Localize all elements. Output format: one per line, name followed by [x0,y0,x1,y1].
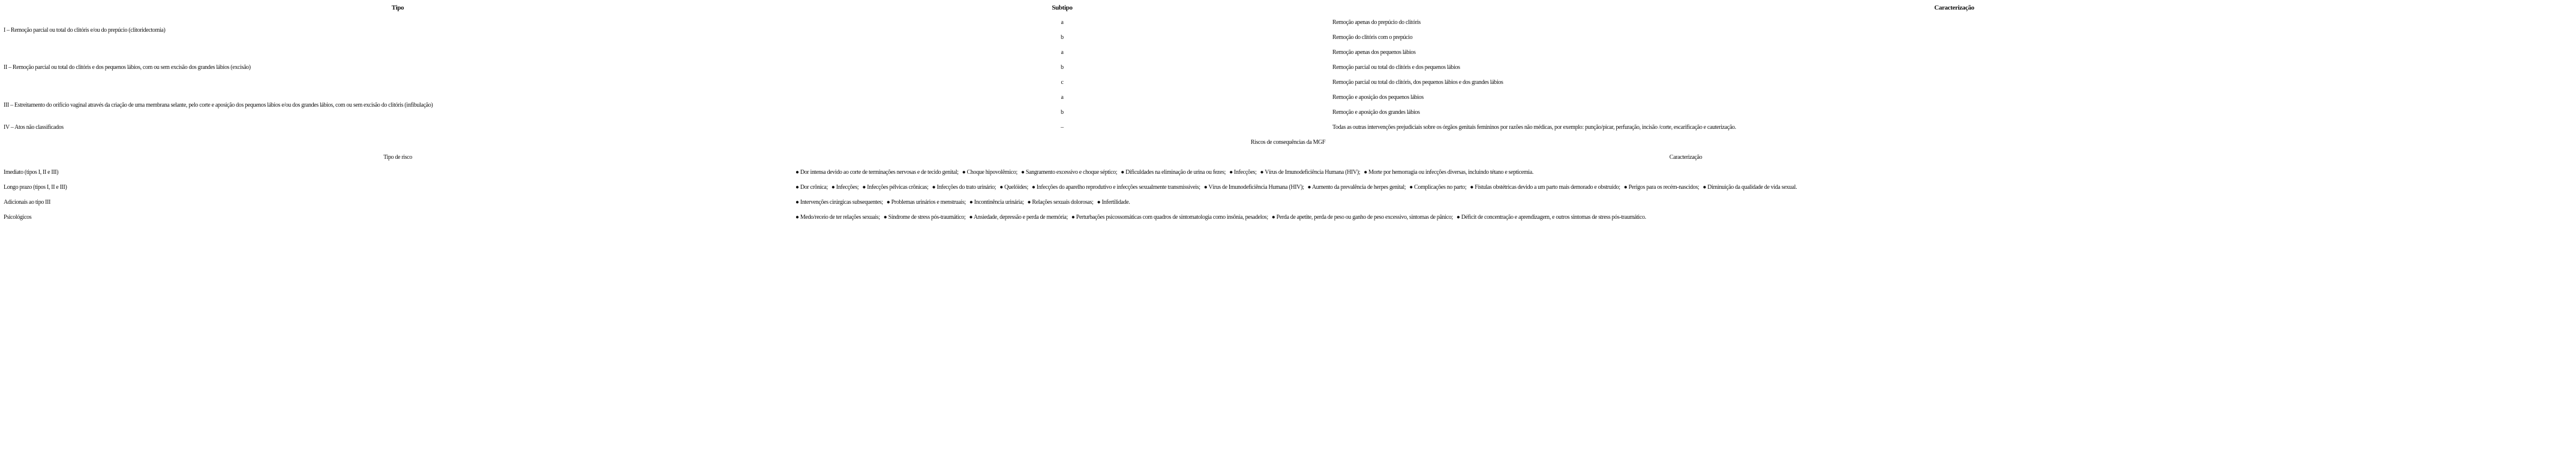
caracterizacao-cell: Remoção do clitóris com o prepúcio [1332,34,1413,41]
header-caracterizacao: Caracterização [1669,154,1703,161]
bullet-icon: ● [999,184,1003,191]
bullet-icon: ● [795,199,799,206]
bullet-icon: ● [1027,199,1031,206]
risk-item: Relações sexuais dolorosas; [1032,199,1094,206]
bullet-icon: ● [969,214,973,221]
caracterizacao-cell: Remoção parcial ou total do clitóris, dos pequenos lábios e dos grandes lábios [1332,79,1503,86]
subtipo-cell: a [1061,94,1064,101]
subtipo-cell: b [1061,34,1064,41]
bullet-icon: ● [1271,214,1275,221]
bullet-icon: ● [1260,169,1264,176]
bullet-icon: ● [831,184,835,191]
risk-item: Sangramento excessivo e choque séptico; [1025,169,1118,176]
caracterizacao-cell: Remoção e aposição dos pequenos lábios [1332,94,1424,101]
bullet-icon: ● [1623,184,1628,191]
table-row [0,45,2576,60]
risk-item: Infecções do aparelho reprodutivo e infecções sexualmente transmissíveis; [1036,184,1200,191]
bullet-icon: ● [1409,184,1413,191]
bullet-icon: ● [886,199,890,206]
risk-items-cell [792,210,2576,225]
subtipo-cell: c [1061,79,1064,86]
caracterizacao-cell: Remoção parcial ou total do clitóris e dos pequenos lábios [1332,64,1460,71]
bullet-icon: ● [1456,214,1460,221]
header-caracterizacao: Caracterização [1934,4,1974,11]
caracterizacao-cell: Remoção apenas do prepúcio do clitóris [1332,19,1421,26]
fgm-classification-table [0,0,2576,135]
bullet-icon: ● [962,169,966,176]
fgm-risks-table [0,150,2576,225]
bullet-icon: ● [1071,214,1075,221]
risk-item: Infecções; [836,184,859,191]
risk-item: Fístulas obstétricas devido a um parto mais demorado e obstruído; [1475,184,1620,191]
risk-item: Incontinência urinária; [974,199,1024,206]
bullet-icon: ● [1703,184,1707,191]
risk-type-cell: Imediato (tipos I, II e III) [4,169,59,176]
tipo-cell: III – Estreitamento do orifício vaginal através da criação de uma membrana selante, pelo corte e aposição dos pequenos lábios e/ou dos grandes lábios, com ou sem excisão do clitóris (infibulação) [4,101,433,109]
table-row [0,210,2576,225]
table-row [0,180,2576,195]
bullet-icon: ● [932,184,936,191]
bullet-icon: ● [795,169,799,176]
risk-item: Infecções pélvicas crônicas; [867,184,929,191]
risk-item: Dor intensa devido ao corte de terminações nervosas e de tecido genital; [800,169,959,176]
risk-item: Aumento da prevalência de herpes genital; [1311,184,1406,191]
bullet-icon: ● [1031,184,1035,191]
bullet-icon: ● [1121,169,1124,176]
risk-item: Vírus de Imunodeficiência Humana (HIV); [1208,184,1304,191]
risk-item: Problemas urinários e menstruais; [891,199,966,206]
risk-item: Perigos para os recém-nascidos; [1628,184,1700,191]
risk-item: Medo/receio de ter relações sexuais; [800,214,880,221]
risk-items-cell [792,165,2576,180]
table-header-row [0,150,2576,165]
bullet-icon: ● [795,214,799,221]
subtipo-cell: b [1061,64,1064,71]
table-header-row [0,0,2576,15]
bullet-icon: ● [1020,169,1025,176]
tipo-cell: II – Remoção parcial ou total do clitóris e dos pequenos lábios, com ou sem excisão dos grandes lábios (excisão) [4,64,251,71]
table-row [0,90,2576,105]
risk-item: Diminuição da qualidade de vida sexual. [1707,184,1797,191]
risk-type-cell: Adicionais ao tipo III [4,199,51,206]
table-row [0,15,2576,30]
bullet-icon: ● [862,184,866,191]
risk-items-cell [792,180,2576,195]
risk-item: Morte por hemorragia ou infecções diversas, incluindo tétano e septicemia. [1368,169,1533,176]
bullet-icon: ● [795,184,799,191]
risk-item: Complicações no parto; [1414,184,1467,191]
subtipo-cell: b [1061,109,1064,116]
caracterizacao-cell: Remoção apenas dos pequenos lábios [1332,49,1416,56]
header-subtipo: Subtipo [1052,4,1073,11]
caracterizacao-cell: Todas as outras intervenções prejudiciais sobre os órgãos genitais femininos por razões não médicas, por exemplo: punção/picar, perfuração, incisão /corte, escarificação e cauterização. [1332,124,1736,131]
subtipo-cell: a [1061,49,1064,56]
subtipo-cell: a [1061,19,1064,26]
header-tipo: Tipo [391,4,404,11]
risk-items-cell [792,195,2576,210]
risk-item: Déficit de concentração e aprendizagem, e outros sintomas de stress pós-traumático. [1461,214,1646,221]
tipo-cell: IV – Atos não classificados [4,124,64,131]
risk-item: Infertilidade. [1101,199,1130,206]
bullet-icon: ● [1307,184,1311,191]
risk-item: Síndrome de stress pós-traumático; [888,214,966,221]
risk-item: Intervenções cirúrgicas subsequentes; [800,199,883,206]
bullet-icon: ● [1203,184,1208,191]
bullet-icon: ● [1229,169,1233,176]
risk-item: Infecções; [1233,169,1257,176]
risk-item: Infecções do trato urinário; [936,184,996,191]
risk-item: Ansiedade, depressão e perda de memória; [973,214,1068,221]
risk-item: Dificuldades na eliminação de urina ou fezes; [1125,169,1226,176]
table-row [0,165,2576,180]
bullet-icon: ● [883,214,887,221]
table-row [0,195,2576,210]
bullet-icon: ● [1364,169,1367,176]
bullet-icon: ● [1097,199,1101,206]
risk-type-cell: Longo prazo (tipos I, II e III) [4,184,67,191]
risk-item: Quelóides; [1004,184,1028,191]
risk-type-cell: Psicológicos [4,214,32,221]
risk-item: Dor crônica; [800,184,828,191]
header-tipo-risco: Tipo de risco [383,154,412,161]
risk-item: Vírus de Imunodeficiência Humana (HIV); [1265,169,1361,176]
subtipo-cell: – [1061,124,1064,131]
table-row [0,120,2576,135]
risk-item: Perda de apetite, perda de peso ou ganho de peso excessivo, sintomas de pânico; [1276,214,1453,221]
caracterizacao-cell: Remoção e aposição dos grandes lábios [1332,109,1420,116]
tipo-cell: I – Remoção parcial ou total do clitóris e/ou do prepúcio (clitoridectomia) [4,26,166,34]
risk-item: Choque hipovolêmico; [966,169,1017,176]
bullet-icon: ● [969,199,973,206]
risk-item: Perturbações psicossomáticas com quadros de sintomatologia como insônia, pesadelos; [1076,214,1268,221]
risks-caption: Riscos de consequências da MGF [1250,139,1326,146]
bullet-icon: ● [1470,184,1474,191]
